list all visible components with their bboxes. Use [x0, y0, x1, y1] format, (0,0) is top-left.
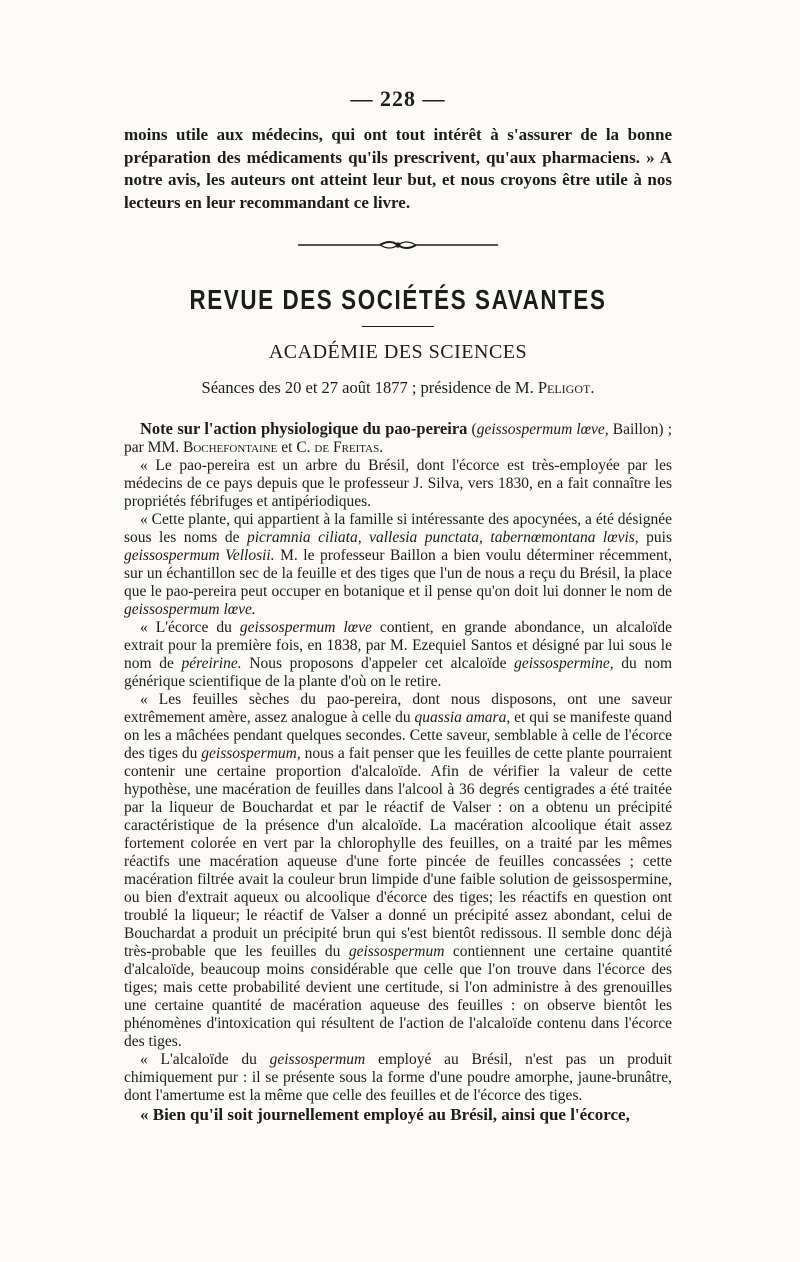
p3-text-c: Nous proposons d'appeler cet alcaloïde — [241, 655, 515, 672]
p5-italic-1: geissospermum — [269, 1051, 366, 1068]
short-rule — [362, 326, 434, 327]
sessions-text: Séances des 20 et 27 août 1877 ; présidence de M. — [201, 378, 538, 397]
title-end: . — [379, 439, 384, 456]
author-join: et C. — [277, 439, 315, 456]
sessions-line — [124, 378, 672, 398]
article — [124, 420, 672, 1125]
author-1: Bochefontaine — [182, 439, 278, 456]
p3-text-a: « L'écorce du — [140, 619, 240, 636]
page-number: — 228 — — [350, 86, 446, 111]
intro-paragraph: moins utile aux médecins, qui ont tout intérêt à s'assurer de la bonne préparation des médicaments qu'ils prescrivent, qu'aux pharmaciens. » A notre avis, les auteurs ont atteint leur but, et nous croyons être utile à nos lecteurs en leur recommandant ce livre. — [124, 125, 672, 212]
p4-italic-1: quassia amara, — [414, 709, 511, 726]
p3-text-d: du nom générique scientifique de la plante d'où on le retire. — [124, 655, 672, 690]
paragraph-1: « Le pao-pereira est un arbre du Brésil, dont l'écorce est très-employée par les médecins de ce pays depuis que le professeur J. Silva, vers 1830, en a fait connaître les propriétés fébrifuges et antipériodiques. — [124, 457, 672, 510]
p5-text-b: employé au Brésil, n'est pas un produit chimiquement pur : il se présente sous la forme d'une poudre amorphe, jaune-brunâtre, dont l'amertume est la même que celle des feuilles et de l'écorce des tiges. — [124, 1051, 672, 1104]
p2-text-c: M. le professeur Baillon a bien voulu déterminer récemment, sur un échantillon sec de la feuille et des tiges que l'un de nous a reçu du Brésil, la place que le pao-pereira peut occuper en botanique et il pense qu'on doit lui donner le nom de — [124, 547, 672, 600]
sessions-end: . — [590, 378, 595, 397]
p4-italic-2: geissospermum, — [201, 745, 301, 762]
p2-text-b: puis — [638, 529, 672, 546]
p3-italic-3: geissospermine, — [514, 655, 614, 672]
p4-text-a: « Les feuilles sèches du pao-pereira, dont nous disposons, ont une saveur extrêmement amère, assez analogue à celle du — [124, 691, 672, 726]
p5-text-a: « L'alcaloïde du — [140, 1051, 270, 1068]
p4-text-c: nous a fait penser que les feuilles de cette plante pourraient contenir une certaine proportion d'alcaloïde. Afin de vérifier la valeur de cette hypothèse, une macération de feuilles dans l'alcool à 36 degrés centigrades a été traitée par la liqueur de Bouchardat et par le réactif de Valser : on a obtenu un précipité caractéristique de la présence d'un alcaloïde. La macération alcoolique était assez fortement colorée en vert par la chlorophylle des feuilles, on a traité par les mêmes réactifs une macération aqueuse d'une forte pincée de feuilles concassées ; cette macération filtrée avait la couleur brun limpide d'une faible solution de geissospermine, ou bien d'extrait aqueux ou alcoolique d'écorce des tiges; les réactifs en question ont troublé la liqueur; le réactif de Valser a donné un précipité assez abondant, celui de Bouchardat a produit un précipité brun qui s'est bientôt redissous. Il semble donc déjà très-probable que les feuilles du — [124, 745, 673, 960]
title-after-italic: Baillon) ; par MM. — [124, 421, 672, 456]
academy-heading: ACADÉMIE DES SCIENCES — [268, 341, 528, 363]
paragraph-6: « Bien qu'il soit journellement employé au Brésil, ainsi que l'écorce, — [140, 1105, 630, 1124]
title-italic: geissospermum lœve, — [476, 421, 609, 438]
p3-text-b: contient, en grande abondance, un alcaloïde extrait pour la première fois, en 1838, par M. Ezequiel Santos et désigné par lui sous le nom de — [124, 619, 672, 672]
p2-text-a: « Cette plante, qui appartient à la famille si intéressante des apocynées, a été désignée sous les noms de — [124, 511, 672, 546]
paragraph-2 — [124, 511, 672, 619]
p4-text-b: et qui se manifeste quand on les a mâchées pendant quelques secondes. Cette saveur, semblable à celle de l'écorce des tiges du — [124, 709, 672, 762]
article-title-bold: Note sur l'action physiologique du pao-pereira — [140, 419, 468, 438]
author-2: Freitas — [329, 439, 380, 456]
sessions-president: Peligot — [537, 378, 591, 397]
ornamental-divider — [298, 238, 498, 252]
paragraph-3 — [124, 619, 672, 691]
paragraph-4 — [124, 691, 672, 1051]
section-title: REVUE DES SOCIÉTÉS SAVANTES — [189, 284, 607, 315]
p2-italic-3: geissospermum lœve. — [124, 601, 256, 618]
p3-italic-2: péreirine. — [181, 655, 242, 672]
article-title — [124, 420, 672, 457]
p4-text-d: contiennent une certaine quantité d'alcaloïde, beaucoup moins considérable que celle que l'on trouve dans l'écorce des tiges; mais cette probabilité devient une certitude, si l'on administre à des grenouilles une certaine quantité de macération aqueuse des feuilles : on observe bientôt les phénomènes d'intoxication qui résultent de l'action de l'alcaloïde contenu dans l'écorce des tiges. — [124, 943, 672, 1050]
p2-italic-2: geissospermum Vellosii. — [124, 547, 275, 564]
p2-italic-1: picramnia ciliata, vallesia punctata, tabernœmontana lœvis, — [246, 529, 639, 546]
p4-italic-3: geissospermum — [348, 943, 445, 960]
p3-italic-1: geissospermum lœve — [239, 619, 372, 636]
paragraph-5 — [124, 1051, 672, 1105]
title-paren: ( — [467, 421, 477, 438]
author-2-prefix: de — [314, 439, 330, 456]
